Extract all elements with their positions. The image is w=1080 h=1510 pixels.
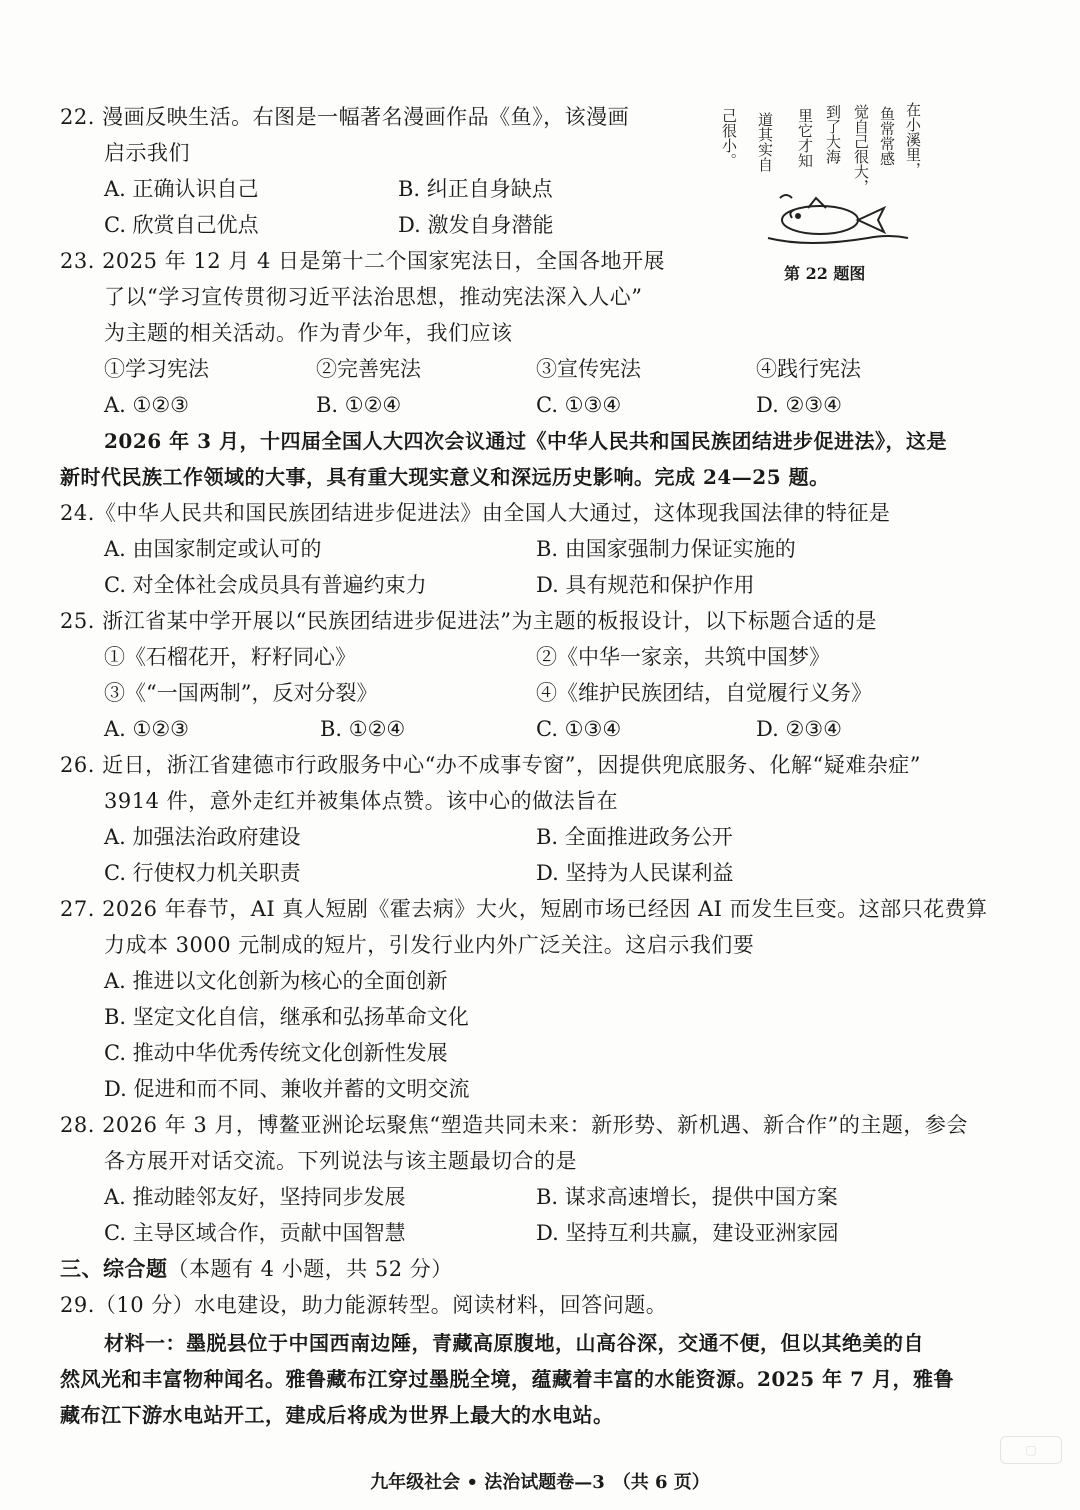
intro-24-25-line1: 2026 年 3 月，十四届全国人大四次会议通过《中华人民共和国民族团结进步促进法》，这是 bbox=[104, 429, 947, 453]
q22-option-a: A. 正确认识自己 bbox=[104, 177, 259, 201]
q27-option-d: D. 促进和而不同、兼收并蓄的文明交流 bbox=[104, 1077, 470, 1101]
section-3-title: 三、综合题 bbox=[60, 1256, 168, 1281]
q24-stem: 24.《中华人民共和国民族团结进步促进法》由全国人大通过，这体现我国法律的特征是 bbox=[60, 501, 891, 525]
cartoon-text-col-3: 觉自己很大， bbox=[852, 104, 870, 194]
q28-stem-line1: 28. 2026 年 3 月，博鳌亚洲论坛聚焦“塑造共同未来：新形势、新机遇、新合作”的主题，参会 bbox=[60, 1113, 968, 1137]
q27-option-b: B. 坚定文化自信，继承和弘扬革命文化 bbox=[104, 1005, 469, 1029]
q28-option-c: C. 主导区域合作，贡献中国智慧 bbox=[104, 1221, 406, 1245]
q27-option-c: C. 推动中华优秀传统文化创新性发展 bbox=[104, 1041, 448, 1065]
q28-stem-line2: 各方展开对话交流。下列说法与该主题最切合的是 bbox=[104, 1149, 577, 1173]
q23-item-2: ②完善宪法 bbox=[316, 357, 421, 381]
page-footer bbox=[0, 1470, 1080, 1496]
cartoon-text-col-2: 鱼常常感 bbox=[878, 106, 896, 166]
q25-option-d: D. ②③④ bbox=[756, 717, 842, 741]
watermark-logo: ▢ bbox=[1000, 1436, 1062, 1464]
q23-item-4: ④践行宪法 bbox=[756, 357, 861, 381]
q25-item-4: ④《维护民族团结，自觉履行义务》 bbox=[536, 681, 872, 705]
cartoon-text-col-4: 到了大海 bbox=[824, 104, 842, 164]
q22-option-b: B. 纠正自身缺点 bbox=[398, 177, 553, 201]
q23-option-a: A. ①②③ bbox=[104, 393, 189, 417]
q26-option-b: B. 全面推进政务公开 bbox=[536, 825, 733, 849]
footer-page-count: （共 6 页） bbox=[612, 1472, 710, 1493]
section-3-note: （本题有 4 小题，共 52 分） bbox=[167, 1257, 453, 1281]
q24-option-c: C. 对全体社会成员具有普遍约束力 bbox=[104, 573, 427, 597]
q22-option-d: D. 激发自身潜能 bbox=[398, 213, 554, 237]
q29-material-line2: 然风光和丰富物种闻名。雅鲁藏布江穿过墨脱全境，蕴藏着丰富的水能资源。2025 年 7 月，雅鲁 bbox=[60, 1367, 954, 1391]
q26-option-c: C. 行使权力机关职责 bbox=[104, 861, 301, 885]
footer-title: 九年级社会 • 法治试题卷—3 bbox=[370, 1472, 605, 1493]
section-3-heading bbox=[60, 1254, 453, 1284]
intro-24-25-line2: 新时代民族工作领域的大事，具有重大现实意义和深远历史影响。完成 24—25 题。 bbox=[60, 465, 830, 489]
q29-stem: 29.（10 分）水电建设，助力能源转型。阅读材料，回答问题。 bbox=[60, 1293, 668, 1317]
q23-option-b: B. ①②④ bbox=[316, 393, 402, 417]
cartoon-text-col-5: 里它才知 bbox=[796, 108, 814, 168]
q23-item-1: ①学习宪法 bbox=[104, 357, 209, 381]
q27-option-a: A. 推进以文化创新为核心的全面创新 bbox=[104, 969, 448, 993]
q23-option-c: C. ①③④ bbox=[536, 393, 622, 417]
q24-option-b: B. 由国家强制力保证实施的 bbox=[536, 537, 796, 561]
q25-item-3: ③《“一国两制”，反对分裂》 bbox=[104, 681, 378, 705]
q22-stem-line2: 启示我们 bbox=[104, 141, 190, 165]
q29-material-line1 bbox=[104, 1328, 924, 1358]
figure-caption: 第 22 题图 bbox=[784, 264, 866, 283]
q26-stem-line1: 26. 近日，浙江省建德市行政服务中心“办不成事专窗”，因提供兜底服务、化解“疑难杂症” bbox=[60, 753, 922, 777]
q27-stem-line1: 27. 2026 年春节，AI 真人短剧《霍去病》大火，短剧市场已经因 AI 而发生巨变。这部只花费算 bbox=[60, 897, 988, 921]
q25-item-1: ①《石榴花开，籽籽同心》 bbox=[104, 645, 356, 669]
q23-stem-line3: 为主题的相关活动。作为青少年，我们应该 bbox=[104, 321, 513, 345]
q26-stem-line2: 3914 件，意外走红并被集体点赞。该中心的做法旨在 bbox=[104, 789, 619, 813]
q29-material-label: 材料一： bbox=[104, 1331, 186, 1355]
q29-material-text1: 墨脱县位于中国西南边陲，青藏高原腹地，山高谷深，交通不便，但以其绝美的自 bbox=[186, 1331, 924, 1355]
q29-material-line3: 藏布江下游水电站开工，建成后将成为世界上最大的水电站。 bbox=[60, 1403, 614, 1427]
q25-stem: 25. 浙江省某中学开展以“民族团结进步促进法”为主题的板报设计，以下标题合适的是 bbox=[60, 609, 878, 633]
cartoon-text-col-6: 道其实自 bbox=[756, 112, 774, 172]
q25-option-a: A. ①②③ bbox=[104, 717, 189, 741]
q24-option-d: D. 具有规范和保护作用 bbox=[536, 573, 755, 597]
q25-option-c: C. ①③④ bbox=[536, 717, 622, 741]
cartoon-text-col-1: 在小溪里， bbox=[904, 102, 922, 177]
q24-option-a: A. 由国家制定或认可的 bbox=[104, 537, 322, 561]
q28-option-d: D. 坚持互利共赢，建设亚洲家园 bbox=[536, 1221, 839, 1245]
q28-option-a: A. 推动睦邻友好，坚持同步发展 bbox=[104, 1185, 406, 1209]
q22-stem-line1: 22. 漫画反映生活。右图是一幅著名漫画作品《鱼》，该漫画 bbox=[60, 105, 630, 129]
q23-stem-line2: 了以“学习宣传贯彻习近平法治思想，推动宪法深入人心” bbox=[104, 285, 643, 309]
q27-stem-line2: 力成本 3000 元制成的短片，引发行业内外广泛关注。这启示我们要 bbox=[104, 933, 755, 957]
q23-item-3: ③宣传宪法 bbox=[536, 357, 641, 381]
q23-option-d: D. ②③④ bbox=[756, 393, 842, 417]
fish-drawing-icon bbox=[708, 98, 978, 258]
q22-option-c: C. 欣赏自己优点 bbox=[104, 213, 259, 237]
q23-stem-line1: 23. 2025 年 12 月 4 日是第十二个国家宪法日，全国各地开展 bbox=[60, 249, 665, 273]
q26-option-a: A. 加强法治政府建设 bbox=[104, 825, 301, 849]
q28-option-b: B. 谋求高速增长，提供中国方案 bbox=[536, 1185, 838, 1209]
q26-option-d: D. 坚持为人民谋利益 bbox=[536, 861, 734, 885]
q25-item-2: ②《中华一家亲，共筑中国梦》 bbox=[536, 645, 830, 669]
cartoon-text-col-7: 己很小。 bbox=[720, 108, 738, 168]
q25-option-b: B. ①②④ bbox=[320, 717, 406, 741]
